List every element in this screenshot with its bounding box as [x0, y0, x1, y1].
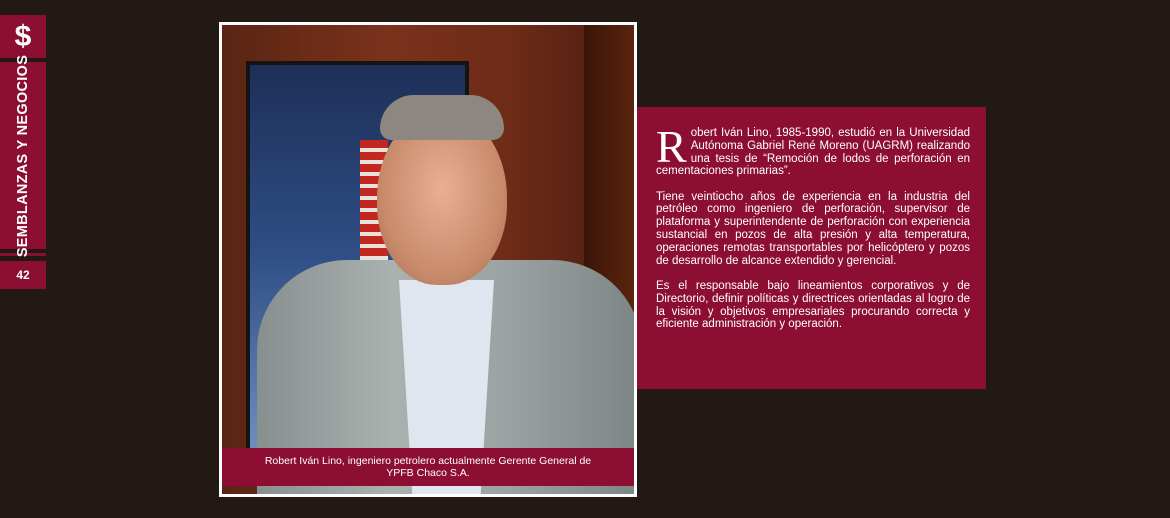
- photo-caption: Robert Iván Lino, ingeniero petrolero actualmente Gerente General de YPFB Chaco S.A.: [222, 448, 634, 486]
- person-hair: [380, 95, 504, 140]
- section-label: [0, 54, 46, 257]
- paragraph-3: Es el responsable bajo lineamientos corporativos y de Directorio, definir políticas y directrices orientadas al logro de la visión y objetivos empresariales procurando correcta y eficiente administración y operación.: [656, 279, 970, 331]
- section-title: SEMBLANZAS Y NEGOCIOS: [15, 54, 31, 257]
- section-tab: [0, 15, 46, 289]
- portrait-photo-frame: [219, 22, 637, 497]
- biography-panel: [637, 107, 986, 389]
- page-number: 42: [0, 261, 46, 289]
- dollar-icon: $: [0, 15, 46, 58]
- drop-cap: R: [656, 121, 687, 172]
- portrait-photo: [222, 25, 634, 494]
- paragraph-2: Tiene veintiocho años de experiencia en la industria del petróleo como ingeniero de perforación, supervisor de plataforma y superintendente de perforación con experiencia sustancial en pozos de alta presión y alta temperatura, operaciones remotas transportables por helicóptero y pozos de desarrollo de alcance extendido y gerencial.: [656, 190, 970, 267]
- paragraph-1: [656, 121, 970, 178]
- paragraph-1-text: obert Iván Lino, 1985-1990, estudió en la Universidad Autónoma Gabriel René Moreno (UAGRM) realizando una tesis de “Remoción de lodos de perforación en cementaciones primarias”.: [656, 127, 970, 178]
